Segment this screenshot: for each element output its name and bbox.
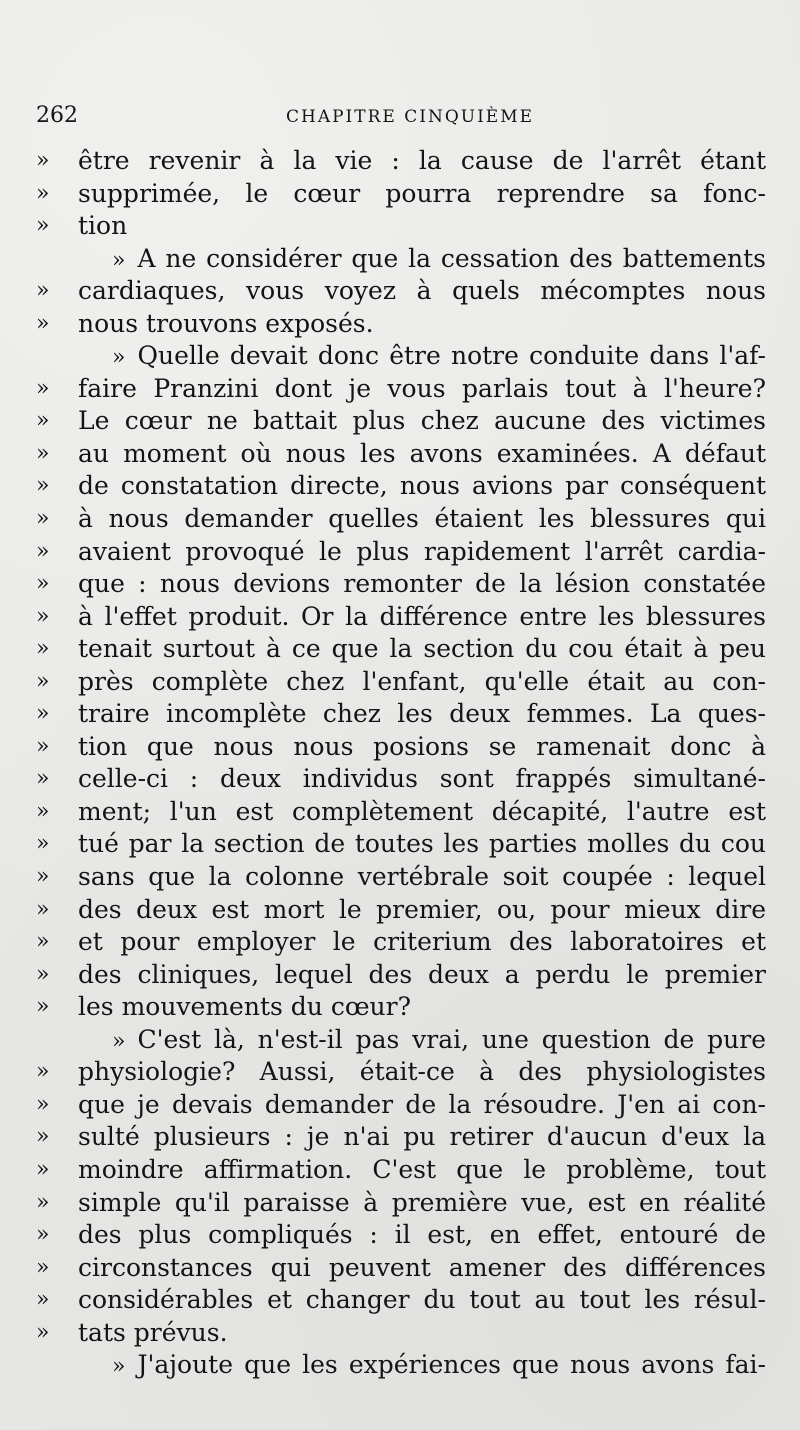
line-copy: J'ajoute que les expériences que nous avons fai- [137,1350,766,1380]
line-text: traire incomplète chez les deux femmes. La ques- [78,699,766,729]
line-text: Le cœur ne battait plus chez aucune des victimes [78,406,766,436]
quote-mark: » [36,278,50,304]
quote-mark: » [36,603,50,629]
line-text [78,340,766,375]
inline-quote-mark: » [112,345,126,371]
quote-mark: » [36,213,50,239]
line-text: des plus compliqués : il est, en effet, entouré de [78,1220,766,1250]
quote-mark: » [36,1124,50,1150]
line-text: tion que nous nous posions se ramenait donc à [78,731,766,761]
text-line [36,894,766,927]
line-text: supprimée, le cœur pourra reprendre sa fonc- [78,178,766,208]
line-text: circonstances qui peuvent amener des différences [78,1252,766,1282]
line-text: simple qu'il paraisse à première vue, est en réalité [78,1187,766,1217]
line-text: physiologie? Aussi, était-ce à des physiologistes [78,1057,766,1087]
quote-mark: » [36,929,50,955]
text-line [36,1121,766,1154]
quote-mark: » [36,180,50,206]
text-line [36,796,766,829]
page-number: 262 [36,103,78,128]
line-text: des deux est mort le premier, ou, pour mieux dire [78,894,766,924]
text-line [36,1317,766,1350]
quote-mark: » [36,1319,50,1345]
quote-mark: » [36,1254,50,1280]
line-text: celle-ci : deux individus sont frappés simultané- [78,764,766,794]
text-line [36,1349,766,1382]
line-text [78,1024,766,1059]
line-text: tats prévus. [78,1317,228,1347]
quote-mark: » [36,733,50,759]
line-text: que je devais demander de la résoudre. J'en ai con- [78,1089,766,1119]
text-line [36,666,766,699]
line-copy: A ne considérer que la cessation des battements [137,243,766,273]
quote-mark: » [36,1287,50,1313]
text-line [36,1187,766,1220]
text-line [36,210,766,243]
line-text: tué par la section de toutes les parties molles du cou [78,829,766,859]
text-line [36,828,766,861]
line-text: à nous demander quelles étaient les blessures qui [78,504,766,534]
quote-mark: » [36,408,50,434]
quote-mark: » [36,1189,50,1215]
text-line [36,601,766,634]
text-line [36,275,766,308]
line-text: nous trouvons exposés. [78,308,374,338]
text-line [36,698,766,731]
quote-mark: » [36,766,50,792]
text-line [36,1252,766,1285]
line-text: tenait surtout à ce que la section du cou était à peu [78,634,766,664]
quote-mark: » [36,896,50,922]
quote-mark: » [36,1091,50,1117]
line-text: sans que la colonne vertébrale soit coupée : lequel [78,862,766,892]
text-line [36,1024,766,1057]
line-text: être revenir à la vie : la cause de l'arrêt étant [78,146,766,175]
quote-mark: » [36,1156,50,1182]
text-line [36,991,766,1024]
quote-mark: » [36,148,50,173]
line-text: avaient provoqué le plus rapidement l'arrêt cardia- [78,536,766,566]
quote-mark: » [36,994,50,1020]
line-text: considérables et changer du tout au tout les résul- [78,1285,766,1315]
line-text: au moment où nous les avons examinées. A défaut [78,438,766,468]
quote-mark: » [36,864,50,890]
text-line [36,633,766,666]
quote-mark: » [36,538,50,564]
quote-mark: » [36,636,50,662]
line-text: à l'effet produit. Or la différence entre les blessures [78,601,766,631]
line-text: ment; l'un est complètement décapité, l'autre est [78,796,766,826]
text-line [36,1154,766,1187]
line-text: faire Pranzini dont je vous parlais tout à l'heure? [78,373,766,403]
text-line [36,340,766,373]
line-text: de constatation directe, nous avions par conséquent [78,471,766,501]
quote-mark: » [36,310,50,336]
text-line [36,308,766,341]
quote-mark: » [36,506,50,532]
quote-mark: » [36,1059,50,1085]
quote-mark: » [36,961,50,987]
text-line [36,731,766,764]
inline-quote-mark: » [112,1028,126,1054]
quote-mark: » [36,473,50,499]
body-text [36,145,766,1382]
inline-quote-mark: » [112,1354,126,1380]
line-copy: C'est là, n'est-il pas vrai, une question de pure [137,1024,766,1054]
quote-mark: » [36,440,50,466]
line-text [78,243,766,278]
text-line [36,243,766,276]
text-line [36,1089,766,1122]
text-line [36,1056,766,1089]
text-line [36,1284,766,1317]
chapter-title: CHAPITRE CINQUIÈME [286,107,535,127]
quote-mark: » [36,831,50,857]
text-line [36,536,766,569]
text-line [36,763,766,796]
text-line [36,959,766,992]
text-line [36,861,766,894]
inline-quote-mark: » [112,247,126,273]
quote-mark: » [36,375,50,401]
quote-mark: » [36,798,50,824]
line-text: près complète chez l'enfant, qu'elle était au con- [78,666,766,696]
text-line [36,926,766,959]
text-line [36,145,766,178]
line-text: cardiaques, vous voyez à quels mécomptes nous [78,276,766,306]
text-line [36,1219,766,1252]
line-text: sulté plusieurs : je n'ai pu retirer d'aucun d'eux la [78,1122,766,1152]
line-copy: Quelle devait donc être notre conduite dans l'af- [137,341,766,371]
line-text: des cliniques, lequel des deux a perdu le premier [78,959,766,989]
line-text: les mouvements du cœur? [78,992,411,1022]
text-line [36,568,766,601]
line-text: tion [78,211,128,241]
page-header [36,100,762,132]
text-line [36,503,766,536]
text-line [36,438,766,471]
text-line [36,470,766,503]
quote-mark: » [36,701,50,727]
line-text: que : nous devions remonter de la lésion constatée [78,569,766,599]
text-line [36,405,766,438]
quote-mark: » [36,1222,50,1248]
line-text [78,1349,766,1384]
quote-mark: » [36,571,50,597]
text-line [36,373,766,406]
line-text: moindre affirmation. C'est que le problème, tout [78,1154,766,1184]
quote-mark: » [36,668,50,694]
text-line [36,178,766,211]
line-text: et pour employer le criterium des laboratoires et [78,927,766,957]
